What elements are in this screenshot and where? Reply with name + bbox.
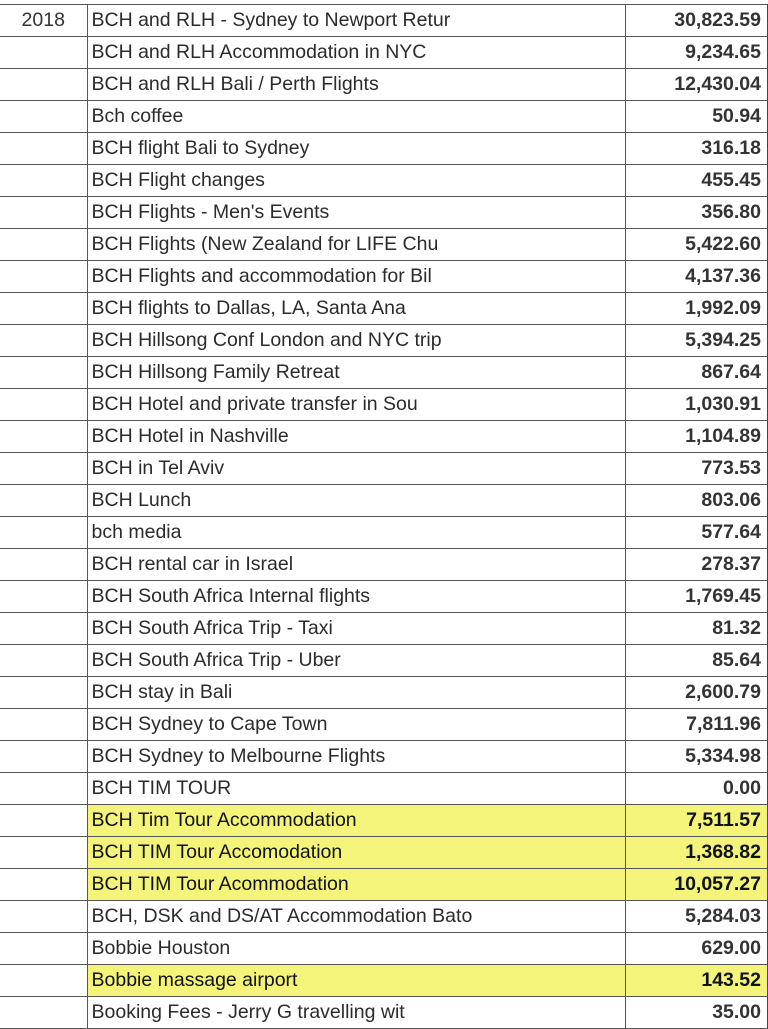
amount-cell: 2,600.79	[625, 677, 768, 709]
description-cell: BCH Flight changes	[87, 165, 625, 197]
year-cell	[0, 69, 87, 101]
description-cell: BCH TIM Tour Accomodation	[87, 837, 625, 869]
year-cell	[0, 613, 87, 645]
table-row	[0, 581, 768, 613]
amount-cell: 0.00	[625, 773, 768, 805]
amount-cell: 773.53	[625, 453, 768, 485]
year-cell	[0, 997, 87, 1029]
expense-table-body	[0, 5, 768, 1029]
table-row	[0, 69, 768, 101]
amount-cell: 5,284.03	[625, 901, 768, 933]
year-cell	[0, 165, 87, 197]
table-row	[0, 197, 768, 229]
description-cell: BCH flight Bali to Sydney	[87, 133, 625, 165]
year-cell	[0, 261, 87, 293]
table-row	[0, 485, 768, 517]
year-cell	[0, 709, 87, 741]
description-cell: BCH Hotel in Nashville	[87, 421, 625, 453]
table-row	[0, 229, 768, 261]
amount-cell: 5,334.98	[625, 741, 768, 773]
description-cell: BCH South Africa Trip - Taxi	[87, 613, 625, 645]
year-cell	[0, 869, 87, 901]
description-cell: BCH Hillsong Family Retreat	[87, 357, 625, 389]
table-row	[0, 517, 768, 549]
year-cell	[0, 805, 87, 837]
table-row	[0, 261, 768, 293]
table-row	[0, 101, 768, 133]
table-row	[0, 37, 768, 69]
table-row	[0, 165, 768, 197]
amount-cell: 356.80	[625, 197, 768, 229]
year-cell	[0, 229, 87, 261]
amount-cell: 35.00	[625, 997, 768, 1029]
description-cell: BCH and RLH Bali / Perth Flights	[87, 69, 625, 101]
description-cell: Bobbie massage airport	[87, 965, 625, 997]
description-cell: BCH TIM TOUR	[87, 773, 625, 805]
amount-cell: 1,104.89	[625, 421, 768, 453]
table-row	[0, 805, 768, 837]
amount-cell: 81.32	[625, 613, 768, 645]
amount-cell: 30,823.59	[625, 5, 768, 37]
description-cell: BCH Flights and accommodation for Bil	[87, 261, 625, 293]
description-cell: BCH Flights (New Zealand for LIFE Chu	[87, 229, 625, 261]
expense-table	[0, 4, 768, 1029]
description-cell: BCH Lunch	[87, 485, 625, 517]
table-row	[0, 421, 768, 453]
table-row	[0, 933, 768, 965]
amount-cell: 455.45	[625, 165, 768, 197]
year-cell	[0, 677, 87, 709]
year-cell	[0, 421, 87, 453]
amount-cell: 1,992.09	[625, 293, 768, 325]
table-row	[0, 5, 768, 37]
amount-cell: 5,422.60	[625, 229, 768, 261]
year-cell: 2018	[0, 5, 87, 37]
description-cell: BCH and RLH - Sydney to Newport Retur	[87, 5, 625, 37]
amount-cell: 12,430.04	[625, 69, 768, 101]
year-cell	[0, 389, 87, 421]
description-cell: BCH flights to Dallas, LA, Santa Ana	[87, 293, 625, 325]
amount-cell: 1,769.45	[625, 581, 768, 613]
description-cell: bch media	[87, 517, 625, 549]
table-row	[0, 901, 768, 933]
description-cell: BCH Tim Tour Accommodation	[87, 805, 625, 837]
table-row	[0, 709, 768, 741]
amount-cell: 7,511.57	[625, 805, 768, 837]
table-row	[0, 645, 768, 677]
year-cell	[0, 517, 87, 549]
year-cell	[0, 325, 87, 357]
year-cell	[0, 965, 87, 997]
description-cell: BCH South Africa Trip - Uber	[87, 645, 625, 677]
table-row	[0, 677, 768, 709]
table-row	[0, 869, 768, 901]
table-row	[0, 837, 768, 869]
description-cell: BCH Flights - Men's Events	[87, 197, 625, 229]
amount-cell: 10,057.27	[625, 869, 768, 901]
amount-cell: 577.64	[625, 517, 768, 549]
amount-cell: 316.18	[625, 133, 768, 165]
year-cell	[0, 549, 87, 581]
table-row	[0, 741, 768, 773]
year-cell	[0, 741, 87, 773]
year-cell	[0, 293, 87, 325]
year-cell	[0, 133, 87, 165]
table-row	[0, 357, 768, 389]
description-cell: BCH Sydney to Melbourne Flights	[87, 741, 625, 773]
amount-cell: 4,137.36	[625, 261, 768, 293]
amount-cell: 9,234.65	[625, 37, 768, 69]
description-cell: BCH, DSK and DS/AT Accommodation Bato	[87, 901, 625, 933]
description-cell: BCH South Africa Internal flights	[87, 581, 625, 613]
amount-cell: 5,394.25	[625, 325, 768, 357]
amount-cell: 803.06	[625, 485, 768, 517]
amount-cell: 1,368.82	[625, 837, 768, 869]
amount-cell: 143.52	[625, 965, 768, 997]
year-cell	[0, 485, 87, 517]
table-row	[0, 325, 768, 357]
amount-cell: 1,030.91	[625, 389, 768, 421]
description-cell: Booking Fees - Jerry G travelling wit	[87, 997, 625, 1029]
description-cell: BCH Sydney to Cape Town	[87, 709, 625, 741]
year-cell	[0, 645, 87, 677]
amount-cell: 867.64	[625, 357, 768, 389]
table-row	[0, 613, 768, 645]
table-row	[0, 549, 768, 581]
description-cell: Bobbie Houston	[87, 933, 625, 965]
year-cell	[0, 37, 87, 69]
description-cell: BCH stay in Bali	[87, 677, 625, 709]
year-cell	[0, 837, 87, 869]
table-row	[0, 997, 768, 1029]
description-cell: BCH and RLH Accommodation in NYC	[87, 37, 625, 69]
table-row	[0, 133, 768, 165]
year-cell	[0, 357, 87, 389]
year-cell	[0, 453, 87, 485]
description-cell: BCH TIM Tour Acommodation	[87, 869, 625, 901]
table-row	[0, 773, 768, 805]
description-cell: BCH Hillsong Conf London and NYC trip	[87, 325, 625, 357]
description-cell: BCH Hotel and private transfer in Sou	[87, 389, 625, 421]
year-cell	[0, 581, 87, 613]
table-row	[0, 293, 768, 325]
description-cell: BCH in Tel Aviv	[87, 453, 625, 485]
description-cell: Bch coffee	[87, 101, 625, 133]
year-cell	[0, 901, 87, 933]
year-cell	[0, 773, 87, 805]
table-row	[0, 965, 768, 997]
amount-cell: 85.64	[625, 645, 768, 677]
table-row	[0, 453, 768, 485]
amount-cell: 629.00	[625, 933, 768, 965]
year-cell	[0, 197, 87, 229]
amount-cell: 278.37	[625, 549, 768, 581]
amount-cell: 7,811.96	[625, 709, 768, 741]
table-row	[0, 389, 768, 421]
year-cell	[0, 101, 87, 133]
amount-cell: 50.94	[625, 101, 768, 133]
description-cell: BCH rental car in Israel	[87, 549, 625, 581]
year-cell	[0, 933, 87, 965]
